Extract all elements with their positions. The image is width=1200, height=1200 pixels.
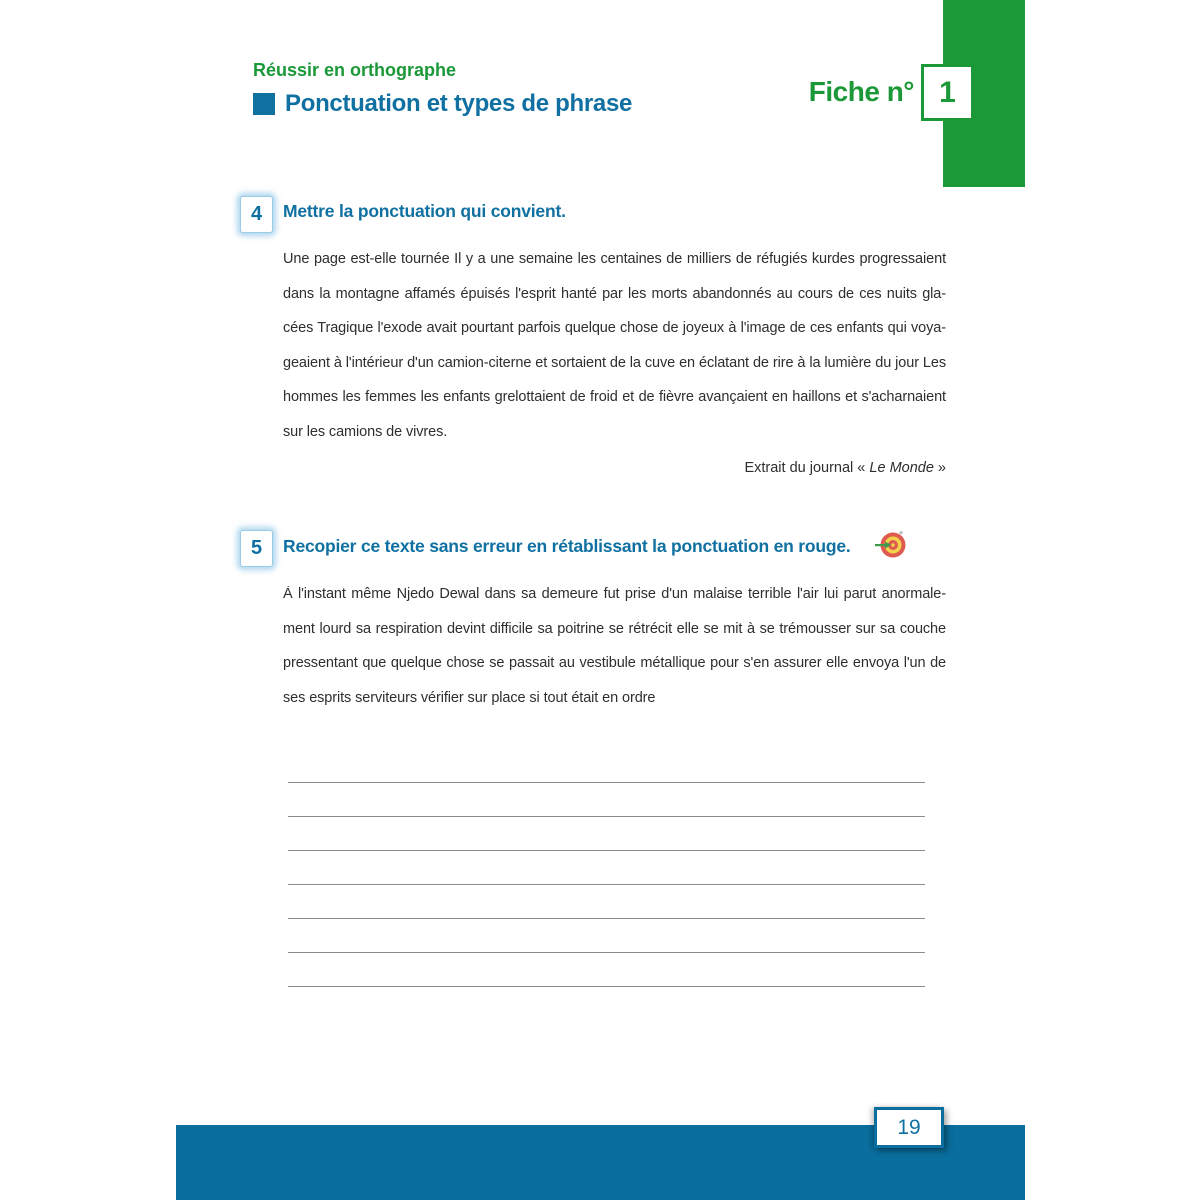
exercise-4-number: 4 xyxy=(250,203,263,225)
answer-lines-area xyxy=(288,749,925,987)
chapter-title-row xyxy=(253,90,632,118)
text-line: dans la montagne affamés épuisés l'esprit hanté par les morts abandonnés au cours de ces nuits gla- xyxy=(283,285,946,302)
source-citation-journal: Le Monde xyxy=(869,460,934,476)
source-citation xyxy=(283,460,946,476)
exercise-5-number: 5 xyxy=(250,537,263,559)
series-title: Réussir en orthographe xyxy=(253,60,457,80)
exercise-4-text xyxy=(283,251,946,458)
fiche-number: 1 xyxy=(939,75,956,109)
text-line: ses esprits serviteurs vérifier sur place si tout était en ordre xyxy=(283,689,656,706)
exercise-5-text xyxy=(283,586,946,724)
answer-line[interactable] xyxy=(288,953,925,987)
fiche-label: Fiche n° xyxy=(808,76,914,107)
exercise-4-number-box xyxy=(240,196,273,233)
answer-line[interactable] xyxy=(288,783,925,817)
text-line: cées Tragique l'exode avait pourtant parfois quelque chose de joyeux à l'image de ces enfants qui voya- xyxy=(283,320,946,336)
text-line: À l'instant même Njedo Dewal dans sa demeure fut prise d'un malaise terrible l'air lui parut anormale- xyxy=(283,586,946,602)
text-line: geaient à l'intérieur d'un camion-citerne et sortaient de la cuve en éclatant de rire à la lumière du jour Les xyxy=(283,354,946,371)
text-line: pressentant que quelque chose se passait au vestibule métallique pour s'en assurer elle envoya l'un de xyxy=(283,655,946,671)
page-number: 19 xyxy=(897,1115,921,1139)
exercise-5-title: Recopier ce texte sans erreur en rétablissant la ponctuation en rouge. xyxy=(283,536,851,556)
answer-line[interactable] xyxy=(288,919,925,953)
answer-line[interactable] xyxy=(288,885,925,919)
answer-line[interactable] xyxy=(288,749,925,783)
chapter-bullet-square-icon xyxy=(253,93,275,115)
page-number-box xyxy=(874,1107,944,1148)
target-icon xyxy=(874,529,908,563)
source-citation-prefix: Extrait du journal « xyxy=(744,460,870,476)
exercise-4-title: Mettre la ponctuation qui convient. xyxy=(283,201,566,221)
answer-line[interactable] xyxy=(288,851,925,885)
text-line: Une page est-elle tournée Il y a une semaine les centaines de milliers de réfugiés kurdes progressaient xyxy=(283,251,946,267)
answer-line[interactable] xyxy=(288,817,925,851)
source-citation-suffix: » xyxy=(933,460,946,476)
text-line: sur les camions de vivres. xyxy=(283,423,448,440)
text-line: ment lourd sa respiration devint difficile sa poitrine se rétrécit elle se mit à se trémousser sur sa couche xyxy=(283,620,946,637)
text-line: hommes les femmes les enfants grelottaient de froid et de fièvre avançaient en haillons et s'acharnaient xyxy=(283,389,946,405)
fiche-number-box xyxy=(921,64,974,121)
exercise-5-number-box xyxy=(240,530,273,567)
chapter-title: Ponctuation et types de phrase xyxy=(285,90,633,117)
